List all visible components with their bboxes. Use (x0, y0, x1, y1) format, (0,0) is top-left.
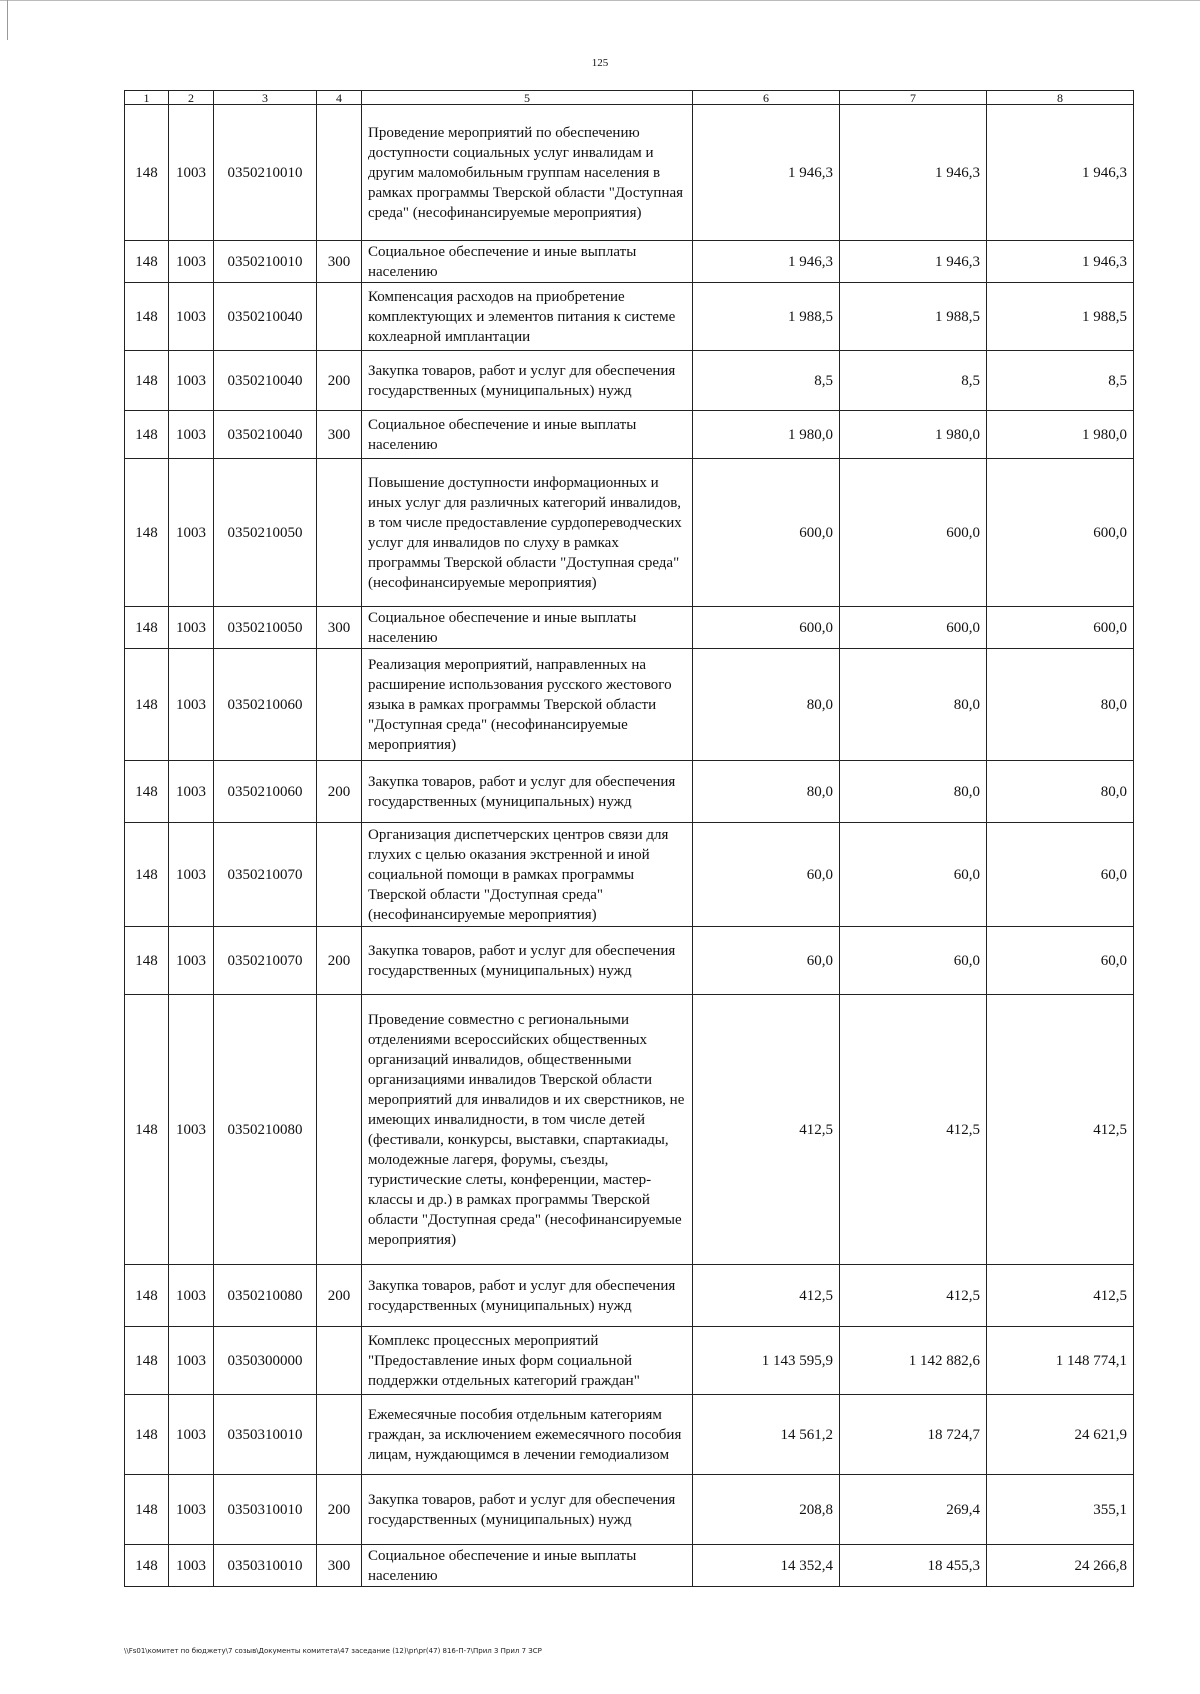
cell-expense-type: 300 (317, 607, 362, 649)
cell-amount-1: 600,0 (693, 607, 840, 649)
cell-expense-type: 300 (317, 1545, 362, 1587)
table-row (125, 105, 1134, 241)
cell-expense-type: 200 (317, 351, 362, 411)
scan-edge-left (7, 0, 8, 40)
cell-name: Закупка товаров, работ и услуг для обеспечения государственных (муниципальных) нужд (362, 1475, 693, 1545)
cell-name: Социальное обеспечение и иные выплаты населению (362, 1545, 693, 1587)
table-row (125, 649, 1134, 761)
scan-edge-top (0, 0, 1200, 1)
cell-target-code: 0350210010 (214, 241, 317, 283)
cell-amount-2: 600,0 (840, 607, 987, 649)
cell-admin-code: 148 (125, 283, 169, 351)
cell-amount-1: 412,5 (693, 995, 840, 1265)
cell-name: Компенсация расходов на приобретение комплектующих и элементов питания к системе кохлеарной имплантации (362, 283, 693, 351)
cell-name: Закупка товаров, работ и услуг для обеспечения государственных (муниципальных) нужд (362, 1265, 693, 1327)
header-col-7: 7 (840, 91, 987, 105)
table-row (125, 351, 1134, 411)
table-row (125, 459, 1134, 607)
cell-admin-code: 148 (125, 1475, 169, 1545)
cell-amount-1: 1 980,0 (693, 411, 840, 459)
cell-target-code: 0350210040 (214, 411, 317, 459)
cell-amount-1: 8,5 (693, 351, 840, 411)
cell-admin-code: 148 (125, 823, 169, 927)
cell-target-code: 0350210070 (214, 823, 317, 927)
cell-name: Ежемесячные пособия отдельным категориям граждан, за исключением ежемесячного пособия лицам, нуждающимся в лечении гемодиализом (362, 1395, 693, 1475)
cell-section-code: 1003 (169, 411, 214, 459)
cell-name: Закупка товаров, работ и услуг для обеспечения государственных (муниципальных) нужд (362, 761, 693, 823)
cell-section-code: 1003 (169, 459, 214, 607)
cell-admin-code: 148 (125, 351, 169, 411)
header-col-1: 1 (125, 91, 169, 105)
page-number: 125 (591, 57, 609, 69)
cell-target-code: 0350310010 (214, 1545, 317, 1587)
cell-target-code: 0350210040 (214, 351, 317, 411)
cell-amount-3: 1 946,3 (987, 241, 1134, 283)
cell-amount-3: 1 980,0 (987, 411, 1134, 459)
cell-amount-2: 412,5 (840, 1265, 987, 1327)
cell-expense-type: 200 (317, 1265, 362, 1327)
cell-target-code: 0350210080 (214, 1265, 317, 1327)
cell-expense-type: 200 (317, 1475, 362, 1545)
cell-amount-3: 355,1 (987, 1475, 1134, 1545)
cell-target-code: 0350310010 (214, 1395, 317, 1475)
cell-section-code: 1003 (169, 761, 214, 823)
cell-expense-type: 200 (317, 761, 362, 823)
cell-amount-3: 1 946,3 (987, 105, 1134, 241)
cell-expense-type (317, 1327, 362, 1395)
table-row (125, 607, 1134, 649)
cell-target-code: 0350210080 (214, 995, 317, 1265)
cell-name: Повышение доступности информационных и иных услуг для различных категорий инвалидов, в том числе предоставление сурдопереводческих услуг для инвалидов по слуху в рамках программы Тверской области "Доступная среда" (несофинансируемые мероприятия) (362, 459, 693, 607)
header-col-2: 2 (169, 91, 214, 105)
footer-file-path: \\Fs01\комитет по бюджету\7 созыв\Документы комитета\47 заседание (12)\pr\pr(47) 816-П-7\Прил 3 Прил 7 ЗСР (124, 1647, 542, 1655)
cell-expense-type: 300 (317, 241, 362, 283)
table-row (125, 761, 1134, 823)
cell-admin-code: 148 (125, 411, 169, 459)
header-col-3: 3 (214, 91, 317, 105)
cell-amount-1: 80,0 (693, 649, 840, 761)
cell-amount-1: 14 352,4 (693, 1545, 840, 1587)
cell-name: Организация диспетчерских центров связи для глухих с целью оказания экстренной и иной социальной помощи в рамках программы Тверской области "Доступная среда" (несофинансируемые мероприятия) (362, 823, 693, 927)
cell-amount-1: 208,8 (693, 1475, 840, 1545)
header-col-5: 5 (362, 91, 693, 105)
cell-amount-3: 60,0 (987, 927, 1134, 995)
cell-amount-2: 60,0 (840, 823, 987, 927)
cell-expense-type (317, 995, 362, 1265)
cell-name: Закупка товаров, работ и услуг для обеспечения государственных (муниципальных) нужд (362, 351, 693, 411)
cell-amount-3: 80,0 (987, 649, 1134, 761)
cell-section-code: 1003 (169, 1545, 214, 1587)
cell-admin-code: 148 (125, 1545, 169, 1587)
table-row (125, 995, 1134, 1265)
table-row (125, 1327, 1134, 1395)
cell-admin-code: 148 (125, 995, 169, 1265)
cell-expense-type (317, 1395, 362, 1475)
cell-target-code: 0350210010 (214, 105, 317, 241)
cell-name: Социальное обеспечение и иные выплаты населению (362, 607, 693, 649)
cell-amount-1: 412,5 (693, 1265, 840, 1327)
cell-amount-3: 1 988,5 (987, 283, 1134, 351)
table-row (125, 241, 1134, 283)
cell-target-code: 0350310010 (214, 1475, 317, 1545)
cell-section-code: 1003 (169, 649, 214, 761)
header-row (125, 91, 1134, 105)
cell-amount-1: 14 561,2 (693, 1395, 840, 1475)
cell-amount-1: 1 988,5 (693, 283, 840, 351)
cell-admin-code: 148 (125, 1395, 169, 1475)
cell-section-code: 1003 (169, 283, 214, 351)
cell-section-code: 1003 (169, 927, 214, 995)
cell-amount-2: 1 142 882,6 (840, 1327, 987, 1395)
cell-amount-2: 60,0 (840, 927, 987, 995)
cell-admin-code: 148 (125, 927, 169, 995)
cell-admin-code: 148 (125, 105, 169, 241)
cell-amount-3: 24 266,8 (987, 1545, 1134, 1587)
cell-amount-2: 600,0 (840, 459, 987, 607)
cell-amount-2: 269,4 (840, 1475, 987, 1545)
cell-amount-2: 18 724,7 (840, 1395, 987, 1475)
cell-name: Комплекс процессных мероприятий "Предоставление иных форм социальной поддержки отдельных категорий граждан" (362, 1327, 693, 1395)
cell-amount-2: 80,0 (840, 761, 987, 823)
cell-amount-3: 8,5 (987, 351, 1134, 411)
cell-section-code: 1003 (169, 1475, 214, 1545)
header-col-4: 4 (317, 91, 362, 105)
cell-expense-type (317, 105, 362, 241)
cell-admin-code: 148 (125, 1265, 169, 1327)
cell-amount-3: 600,0 (987, 459, 1134, 607)
table-row (125, 283, 1134, 351)
cell-target-code: 0350210050 (214, 459, 317, 607)
cell-name: Проведение совместно с региональными отделениями всероссийских общественных организаций инвалидов, общественными организациями инвалидов Тверской области мероприятий для инвалидов и их сверстников, не имеющих инвалидности, в том числе детей (фестивали, конкурсы, выставки, спартакиады, молодежные лагеря, форумы, съезды, туристические слеты, конференции, мастер-классы и др.) в рамках программы Тверской области "Доступная среда" (несофинансируемые мероприятия) (362, 995, 693, 1265)
cell-expense-type (317, 823, 362, 927)
cell-target-code: 0350300000 (214, 1327, 317, 1395)
cell-target-code: 0350210050 (214, 607, 317, 649)
cell-target-code: 0350210060 (214, 761, 317, 823)
cell-section-code: 1003 (169, 105, 214, 241)
cell-amount-3: 412,5 (987, 1265, 1134, 1327)
cell-admin-code: 148 (125, 459, 169, 607)
table-row (125, 1265, 1134, 1327)
cell-amount-3: 80,0 (987, 761, 1134, 823)
table-row (125, 1545, 1134, 1587)
header-col-8: 8 (987, 91, 1134, 105)
cell-amount-2: 1 946,3 (840, 241, 987, 283)
cell-amount-2: 8,5 (840, 351, 987, 411)
cell-section-code: 1003 (169, 1327, 214, 1395)
cell-amount-3: 1 148 774,1 (987, 1327, 1134, 1395)
cell-amount-2: 1 946,3 (840, 105, 987, 241)
table-row (125, 1475, 1134, 1545)
cell-name: Реализация мероприятий, направленных на расширение использования русского жестового языка в рамках программы Тверской области "Доступная среда" (несофинансируемые мероприятия) (362, 649, 693, 761)
cell-name: Закупка товаров, работ и услуг для обеспечения государственных (муниципальных) нужд (362, 927, 693, 995)
cell-expense-type (317, 649, 362, 761)
cell-amount-2: 80,0 (840, 649, 987, 761)
cell-amount-2: 18 455,3 (840, 1545, 987, 1587)
cell-section-code: 1003 (169, 823, 214, 927)
cell-admin-code: 148 (125, 241, 169, 283)
budget-table (124, 90, 1134, 1587)
cell-amount-1: 1 143 595,9 (693, 1327, 840, 1395)
cell-admin-code: 148 (125, 1327, 169, 1395)
cell-amount-3: 600,0 (987, 607, 1134, 649)
cell-expense-type (317, 459, 362, 607)
cell-amount-3: 24 621,9 (987, 1395, 1134, 1475)
cell-amount-3: 412,5 (987, 995, 1134, 1265)
cell-section-code: 1003 (169, 1265, 214, 1327)
cell-expense-type: 300 (317, 411, 362, 459)
cell-section-code: 1003 (169, 995, 214, 1265)
cell-name: Социальное обеспечение и иные выплаты населению (362, 241, 693, 283)
cell-target-code: 0350210060 (214, 649, 317, 761)
cell-amount-2: 1 980,0 (840, 411, 987, 459)
table-row (125, 927, 1134, 995)
cell-target-code: 0350210040 (214, 283, 317, 351)
cell-amount-3: 60,0 (987, 823, 1134, 927)
cell-amount-1: 80,0 (693, 761, 840, 823)
cell-amount-1: 600,0 (693, 459, 840, 607)
cell-section-code: 1003 (169, 1395, 214, 1475)
cell-expense-type (317, 283, 362, 351)
cell-name: Проведение мероприятий по обеспечению доступности социальных услуг инвалидам и другим маломобильным группам населения в рамках программы Тверской области "Доступная среда" (несофинансируемые мероприятия) (362, 105, 693, 241)
cell-amount-1: 1 946,3 (693, 241, 840, 283)
cell-amount-1: 60,0 (693, 927, 840, 995)
cell-amount-2: 412,5 (840, 995, 987, 1265)
cell-admin-code: 148 (125, 649, 169, 761)
cell-section-code: 1003 (169, 241, 214, 283)
cell-admin-code: 148 (125, 607, 169, 649)
table-row (125, 823, 1134, 927)
cell-section-code: 1003 (169, 607, 214, 649)
cell-admin-code: 148 (125, 761, 169, 823)
table-row (125, 1395, 1134, 1475)
cell-section-code: 1003 (169, 351, 214, 411)
header-col-6: 6 (693, 91, 840, 105)
cell-amount-1: 1 946,3 (693, 105, 840, 241)
table-row (125, 411, 1134, 459)
cell-name: Социальное обеспечение и иные выплаты населению (362, 411, 693, 459)
cell-amount-1: 60,0 (693, 823, 840, 927)
cell-amount-2: 1 988,5 (840, 283, 987, 351)
cell-target-code: 0350210070 (214, 927, 317, 995)
cell-expense-type: 200 (317, 927, 362, 995)
